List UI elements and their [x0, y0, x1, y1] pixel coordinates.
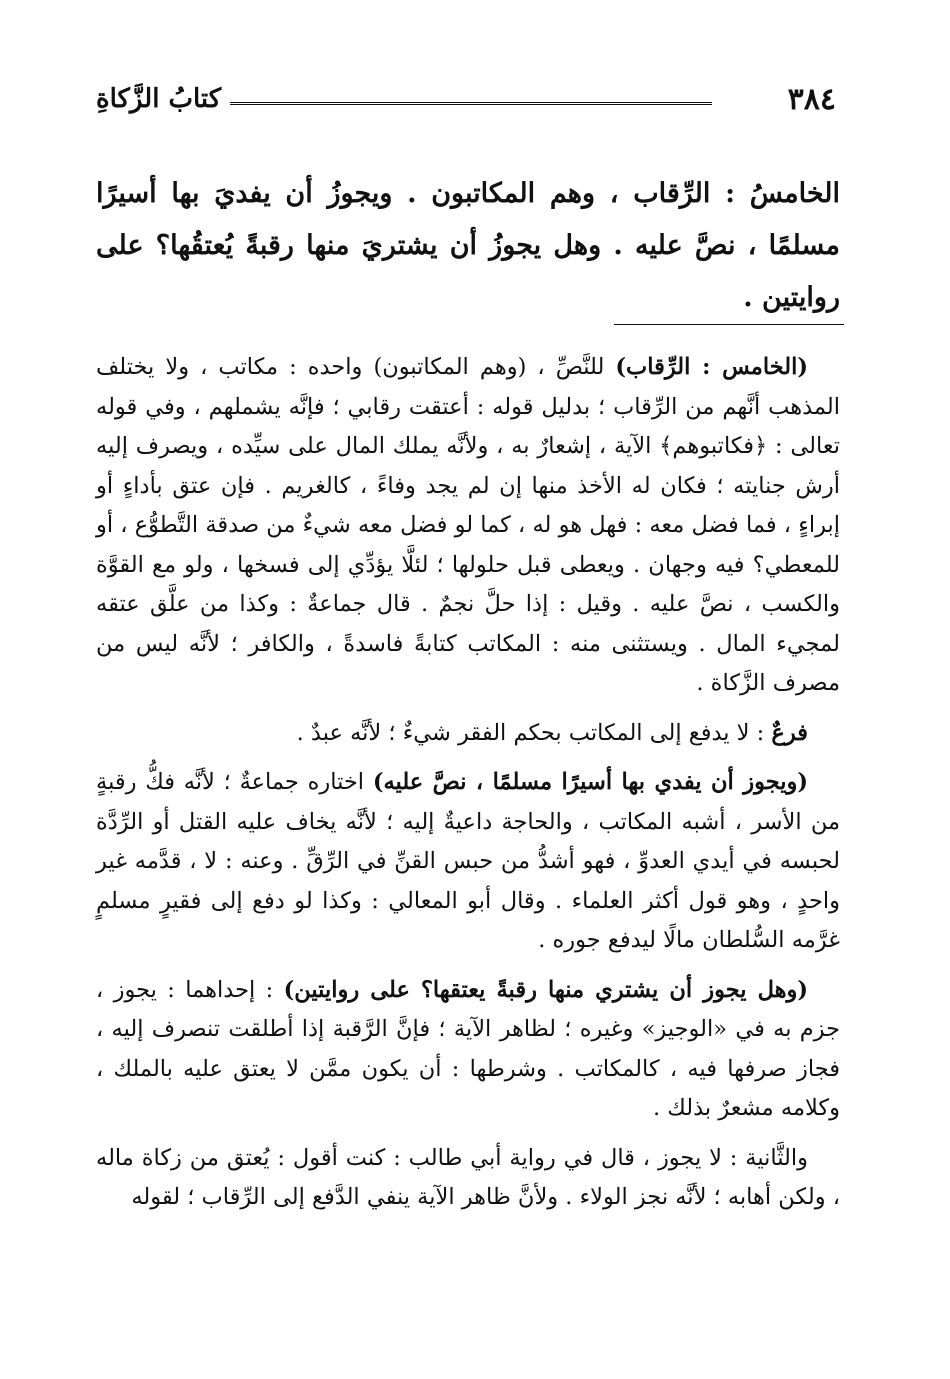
- commentary-paragraph: [96, 714, 840, 754]
- main-text-paragraph: الخامسُ : الرِّقاب ، وهم المكاتبون . ويجوزُ أن يفديَ بها أسيرًا مسلمًا ، نصَّ عليه . وهل يجوزُ أن يشتريَ منها رقبةً يُعتقُها؟ على روايتين .: [96, 178, 840, 313]
- page-number: ٣٨٤: [787, 82, 836, 117]
- commentary-text: اختاره جماعةٌ ؛ لأنَّه فكُّ رقبةٍ من الأسر ، أشبه المكاتب ، والحاجة داعيةٌ إليه ؛ لأنَّه يخاف عليه القتل أو الرِّدَّة لحبسه في أيدي العدوِّ ، فهو أشدُّ من حبس القنِّ في الرِّقِّ . وعنه : لا ، قدَّمه غير واحدٍ ، وهو قول أكثر العلماء . وقال أبو المعالي : وكذا لو دفع إلى فقيرٍ مسلمٍ غرَّمه السُّلطان مالًا ليدفع جوره .: [96, 769, 840, 953]
- commentary-lead: (ويجوز أن يفدي بها أسيرًا مسلمًا ، نصَّ عليه): [372, 769, 808, 795]
- commentary-text: والثَّانية : لا يجوز ، قال في رواية أبي طالب : كنت أقول : يُعتق من زكاة ماله ، ولكن أهابه ؛ لأنَّه نجز الولاء . ولأنَّ ظاهر الآية ينفي الدَّفع إلى الرِّقاب ؛ لقوله: [96, 1144, 840, 1210]
- page-header: [96, 82, 836, 122]
- commentary-paragraph: [96, 763, 840, 961]
- commentary-lead: (وهل يجوز أن يشتري منها رقبةً يعتقها؟ على روايتين): [283, 976, 808, 1003]
- commentary-paragraph: [96, 348, 840, 704]
- commentary-text: : لا يدفع إلى المكاتب بحكم الفقر شيءٌ ؛ لأنَّه عبدٌ .: [296, 719, 772, 746]
- commentary-lead: (الخامس : الرِّقاب): [615, 354, 808, 380]
- commentary-paragraph: [96, 971, 840, 1129]
- commentary: [96, 348, 840, 1228]
- commentary-paragraph: [96, 1139, 840, 1218]
- header-rule: [230, 102, 712, 107]
- commentary-text: : إحداهما : يجوز ، جزم به في «الوجيز» وغيره ؛ لظاهر الآية ؛ فإنَّ الرَّقبة إذا أطلقت تنصرف إليه ، فجاز صرفها فيه ، كالمكاتب . وشرطها : أن يكون ممَّن لا يعتق عليه بالملك ، وكلامه مشعرٌ بذلك .: [96, 976, 840, 1121]
- commentary-separator: [614, 324, 844, 325]
- main-text: [96, 168, 840, 324]
- commentary-text: للنَّصِّ ، (وهم المكاتبون) واحده : مكاتب ، ولا يختلف المذهب أنَّهم من الرِّقاب ؛ بدليل قوله : أعتقت رقابي ؛ فإنَّه يشملهم ، وفي قوله تعالى : ﴿فكاتبوهم﴾ الآية ، إشعارٌ به ، ولأنَّه يملك المال على سيِّده ، ويصرف إليه أرش جنايته ؛ فكان له الأخذ منها إن لم يجد وفاءً ، كالغريم . فإن عتق بأداءٍ أو إبراءٍ ، فما فضل معه : فهل هو له ، كما لو فضل معه شيءٌ من صدقة التَّطوُّع ، أو للمعطي؟ فيه وجهان . ويعطى قبل حلولها ؛ لئلَّا يؤدِّي إلى فسخها ، ولو مع القوَّة والكسب ، نصَّ عليه . وقيل : إذا حلَّ نجمٌ . قال جماعةٌ : وكذا من علَّق عتقه لمجيء المال . ويستثنى منه : المكاتب كتابةً فاسدةً ، والكافر ؛ لأنَّه ليس من مصرف الزَّكاة .: [96, 354, 840, 696]
- commentary-lead: فرعٌ: [771, 719, 808, 746]
- book-title: كتابُ الزَّكاةِ: [96, 84, 222, 114]
